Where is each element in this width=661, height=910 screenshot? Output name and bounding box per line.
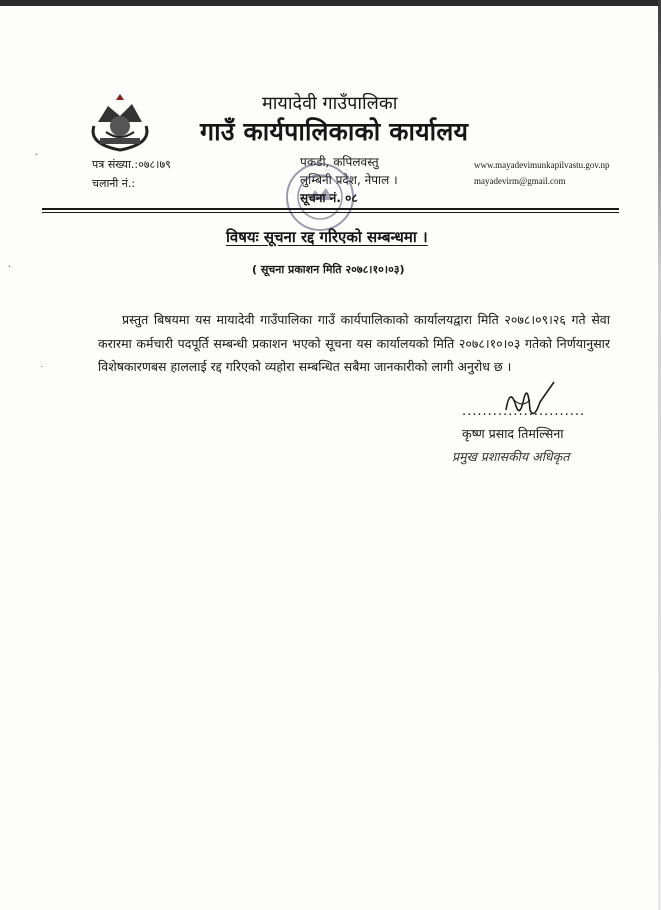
publication-date: ( सूचना प्रकाशन मिति २०७८।१०।०३) (252, 263, 405, 276)
website-link: www.mayadevimunkapilvastu.gov.np (474, 160, 610, 170)
office-title: गाउँ कार्यपालिकाको कार्यालय (200, 117, 469, 146)
address-line-2: लुम्बिनी प्रदेश, नेपाल । (300, 173, 398, 187)
scan-speck: · (35, 150, 39, 161)
government-emblem-icon (84, 92, 156, 154)
header-divider (42, 208, 619, 210)
signer-name: कृष्ण प्रसाद तिमल्सिना (462, 426, 564, 441)
notice-body: प्रस्तुत बिषयमा यस मायादेवी गाउँपालिका गाउँ कार्यपालिकाको कार्यालयद्वारा मिति २०७८।०९।२६ गते सेवा करारमा कर्मचारी पदपूर्ति सम्बन्धी प्रकाशन भएको सूचना यस कार्यालयको मिति २०७८।१०।०३ गतेको निर्णयानुसार विशेषकारणबस हाललाई रद्द गरिएको व्यहोरा सम्बन्धित सबैमा जानकारीको लागी अनुरोध छ । (98, 312, 610, 374)
dispatch-number: चलानी नं.: (92, 177, 136, 190)
subject-line: विषयः सूचना रद्द गरिएको सम्बन्धमा । (226, 228, 428, 246)
signature-dots: ........................ (462, 404, 586, 419)
notice-number: सूचना नं. ०८ (300, 191, 358, 205)
address-line-1: पकडी, कपिलवस्तु (300, 155, 379, 169)
reference-number: पत्र संख्या.:०७८।७९ (92, 158, 171, 171)
scan-edge-top (0, 0, 661, 6)
header-divider-thin (42, 212, 619, 213)
scan-speck: · (40, 362, 44, 373)
office-name: मायादेवी गाउँपालिका (262, 93, 398, 114)
signer-designation: प्रमुख प्रशासकीय अधिकृत (452, 449, 570, 464)
scan-speck: · (8, 262, 12, 273)
email-address: mayadevirm@gmail.com (474, 176, 566, 186)
